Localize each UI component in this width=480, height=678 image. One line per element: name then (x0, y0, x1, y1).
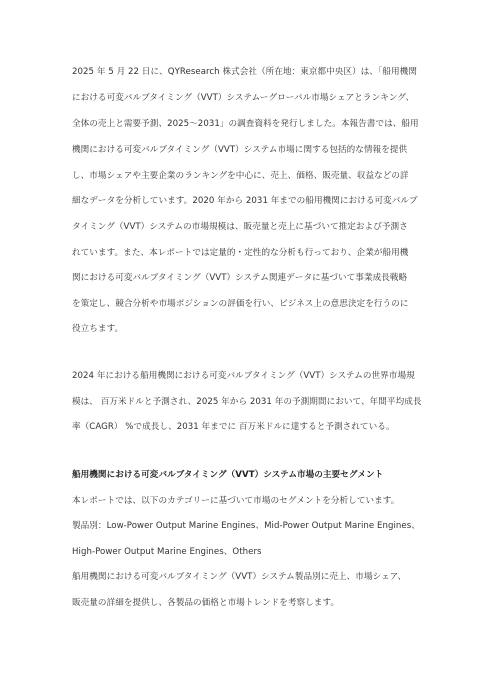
paragraph-2-line: 率（CAGR） %で成長し、2031 年までに 百万米ドルに達すると予測されている。 (72, 422, 395, 432)
paragraph-1-line: 関における可変バルブタイミング（VVT）システム関連データに基づいて事業成長戦略 (72, 273, 408, 283)
paragraph-1-line: 全体の売上と需要予測、2025～2031」の調査資料を発行しました。本報告書では、船用 (72, 119, 419, 129)
section-heading: 船用機関における可変バルブタイミング（VVT）システム市場の主要セグメント (72, 470, 384, 480)
paragraph-1-line: 2025 年 5 月 22 日に、QYResearch 株式会社（所在地：東京都中央区）は、「船用機関 (72, 67, 417, 77)
paragraph-1-line: における可変バルブタイミング（VVT）システムーグローバル市場シェアとランキング、 (72, 93, 415, 103)
paragraph-3-line: 製品別：Low-Power Output Marine Engines、Mid-Power Output Marine Engines、 (72, 521, 420, 531)
paragraph-1-line: 役立ちます。 (72, 324, 124, 334)
paragraph-1-line: れています。また、本レポートでは定量的・定性的な分析も行っており、企業が船用機 (72, 248, 409, 258)
paragraph-1-line: 細なデータを分析しています。2020 年から 2031 年までの船用機関における可変バルブ (72, 196, 418, 206)
paragraph-3-line: 販売量の詳細を提供し、各製品の価格と市場トレンドを考察します。 (72, 598, 340, 608)
paragraph-2-line: 模は、 百万米ドルと予測され、2025 年から 2031 年の予測期間において、年間平均成長 (72, 397, 422, 407)
paragraph-1-line: を策定し、競合分析や市場ポジションの評価を行い、ビジネス上の意思決定を行うのに (72, 299, 409, 309)
paragraph-3-line: 船用機関における可変バルブタイミング（VVT）システム製品別に売上、市場シェア、 (72, 572, 407, 582)
paragraph-2-line: 2024 年における船用機関における可変バルブタイミング（VVT）システムの世界市場規 (72, 371, 415, 381)
paragraph-1-line: タイミング（VVT）システムの市場規模は、販売量と売上に基づいて推定および予測さ (72, 222, 408, 232)
paragraph-1-line: し、市場シェアや主要企業のランキングを中心に、売上、価格、販売量、収益などの詳 (72, 171, 409, 181)
paragraph-1-line: 機関における可変バルブタイミング（VVT）システム市場に関する包括的な情報を提供 (72, 145, 408, 155)
paragraph-3-line: High-Power Output Marine Engines、Others (72, 547, 262, 557)
paragraph-3-line: 本レポートでは、以下のカテゴリーに基づいて市場のセグメントを分析しています。 (72, 496, 400, 506)
